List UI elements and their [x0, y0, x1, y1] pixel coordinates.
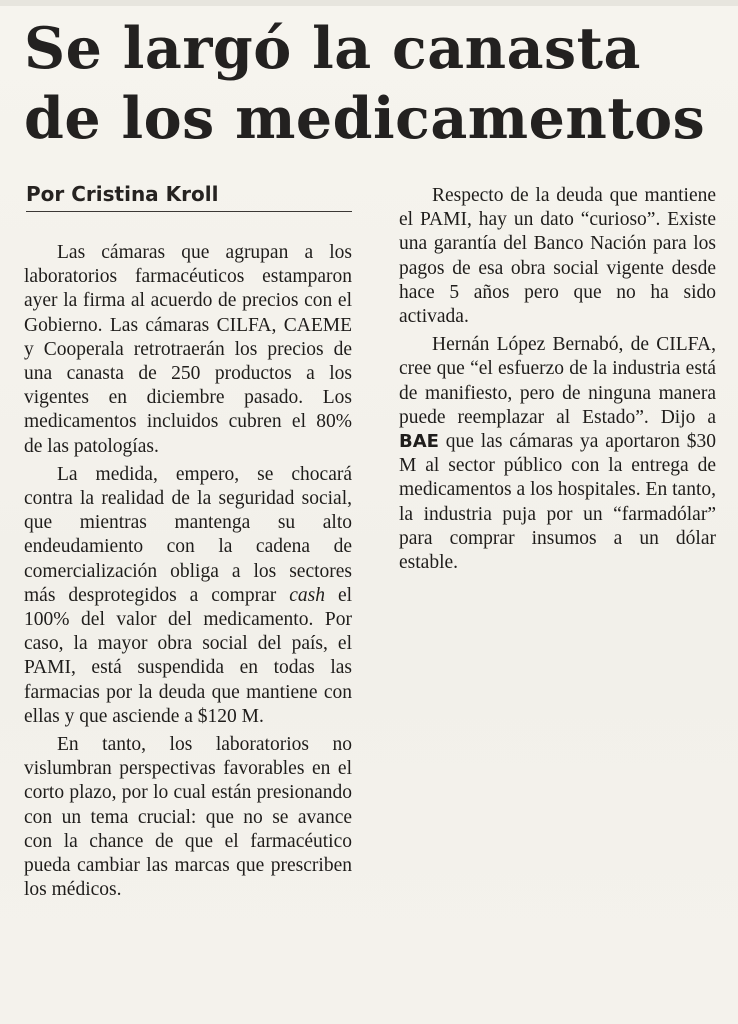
paragraph-1: Las cámaras que agrupan a los laboratorios farmacéuticos estamparon ayer la firma al acuerdo de precios con el Gobierno. Las cámaras CILFA, CAEME y Cooperala retrotraerán los precios de una canasta de 250 productos a los vigentes en diciembre pasado. Los medicamentos incluidos cubren el 80% de las patologías. — [24, 242, 352, 457]
paragraph-2-end: el 100% del valor del medicamento. Por caso, la mayor obra social del país, el PAMI, está suspendida en todas las farmacias por la deuda que mantiene con ellas y que asciende a $120 M. — [24, 584, 353, 727]
paragraph-5 — [399, 333, 716, 575]
headline-line-1: Se largó la canasta — [24, 15, 641, 82]
paragraph-2 — [24, 463, 352, 729]
paragraph-4: Respecto de la deuda que mantiene el PAMI, hay un dato “curioso”. Existe una garantía del Banco Nación para los pagos de esa obra social vigente desde hace 5 años pero que no ha sido activada. — [399, 185, 716, 328]
paragraph-5-end: que las cámaras ya aportaron $30 M al sector público con la entrega de medicamentos a los hospitales. En tanto, la industria puja por un “farmadólar” para comprar insumos a un dólar estable. — [399, 431, 717, 574]
byline: Por Cristina Kroll — [26, 180, 352, 212]
right-column — [399, 184, 716, 579]
paragraph-3: En tanto, los laboratorios no vislumbran perspectivas favorables en el corto plazo, por lo cual están presionando con un tema crucial: que no se avance con la chance de que el farmacéutico pueda cambiar las marcas que prescriben los médicos. — [24, 734, 352, 901]
adjacent-article-bleed — [0, 0, 738, 6]
bold-acronym: BAE — [399, 431, 439, 453]
paragraph-5-start: Hernán López Bernabó, de CILFA, cree que “el esfuerzo de la industria está de manifiesto, pero de ninguna manera puede reemplazar al Estado”. Dijo a — [399, 334, 716, 428]
italic-word: cash — [289, 584, 325, 606]
headline — [24, 14, 724, 154]
left-column — [24, 241, 352, 906]
paragraph-2-start: La medida, empero, se chocará contra la realidad de la seguridad social, que mientras mantenga su alto endeudamiento con la cadena de comercialización obliga a los sectores más desprotegidos a comprar — [24, 463, 352, 606]
headline-line-2: de los medicamentos — [24, 85, 706, 152]
